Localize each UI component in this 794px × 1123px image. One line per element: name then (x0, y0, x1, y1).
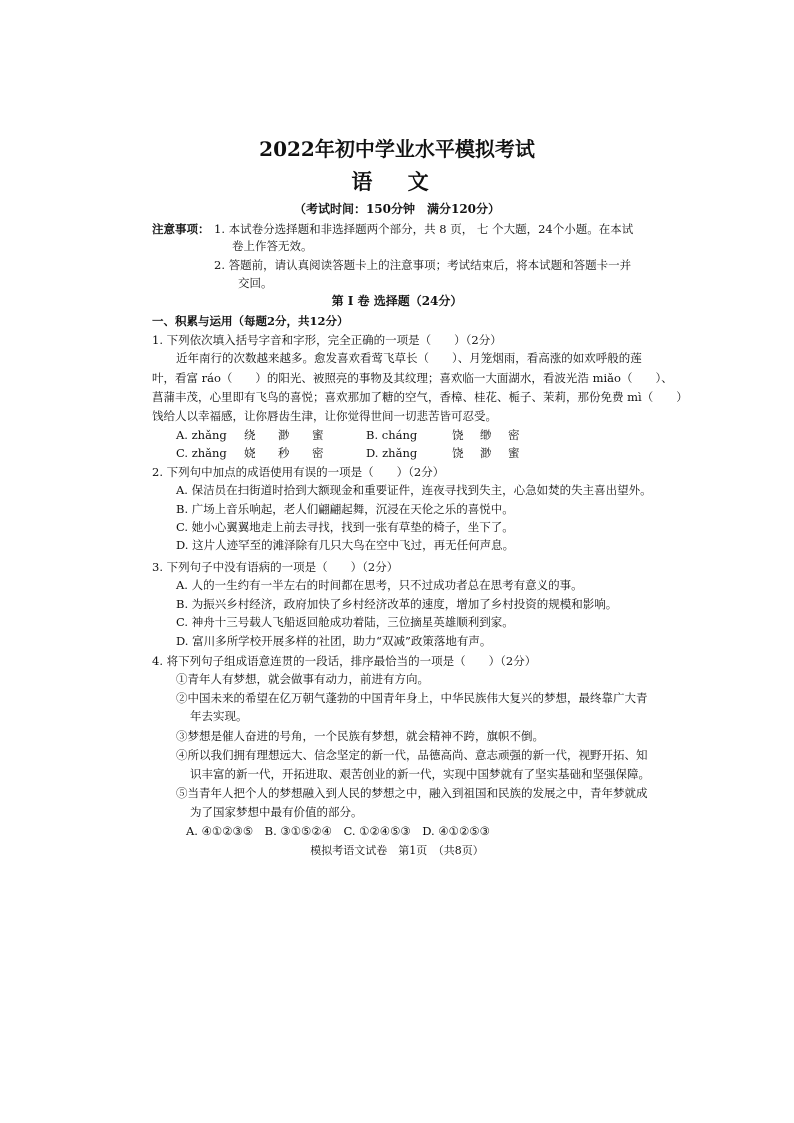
q2-option-d: D. 这片人迹罕至的滩泽除有几只大鸟在空中飞过，再无任何声息。 (176, 538, 515, 552)
option-char: 缈 (480, 428, 492, 442)
q3-option-c: C. 神舟十三号载人飞船返回舱成功着陆，三位摘星英雄顺利到家。 (176, 615, 514, 629)
notice-item-2-cont: 交回。 (238, 276, 273, 290)
page-footer: 模拟考语文试卷 第1页 （共8页） (310, 844, 484, 857)
option-char: 渺 (278, 428, 290, 442)
q4-sentence-cont: 识丰富的新一代，开拓进取、艰苦创业的新一代，实现中国梦就有了坚实基础和坚强保障。 (190, 767, 650, 781)
option-char: 饶 (452, 446, 464, 460)
part1-title: 一、积累与运用（每题2分，共12分） (152, 314, 349, 328)
option-letter: D. zhǎng (366, 446, 418, 460)
q1-passage-line: 饯给人以幸福感，让你唇齿生津，让你觉得世间一切悲苦皆可忍受。 (152, 409, 497, 423)
option-char: 娆 (244, 446, 256, 460)
option-char: 秒 (278, 446, 290, 460)
q1-option-b (366, 428, 536, 443)
q1-passage-line: 叶，看富 ráo（ ）的阳光、被照亮的事物及其纹理；喜欢临一大面湖水，看波光浩 miǎo（ ）、 (152, 371, 673, 385)
q4-sentence: ⑤当青年人把个人的梦想融入到人民的梦想之中，融入到祖国和民族的发展之中，青年梦就成 (176, 786, 648, 800)
q4-sentence: ②中国未来的希望在亿万朝气蓬勃的中国青年身上，中华民族伟大复兴的梦想，最终靠广大青 (176, 691, 648, 705)
q3-option-d: D. 富川多所学校开展多样的社团，助力“双减”政策落地有声。 (176, 634, 492, 648)
q4-stem: 4. 将下列句子组成语意连贯的一段话，排序最恰当的一项是（ ）（2分） (152, 654, 537, 668)
q1-option-c (176, 446, 352, 461)
q2-option-c: C. 她小心翼翼地走上前去寻找，找到一张有草垫的椅子，坐下了。 (176, 520, 514, 534)
q1-option-d (366, 446, 536, 461)
exam-time-info: （考试时间：150分钟 满分120分） (293, 202, 501, 216)
q2-option-b: B. 广场上音乐响起，老人们翩翩起舞，沉浸在天伦之乐的喜悦中。 (176, 502, 514, 516)
subject-title: 语 文 (351, 169, 443, 194)
q1-passage-line: 菖蒲丰茂，心里即有飞鸟的喜悦；喜欢那加了糖的空气，香樟、桂花、栀子、茉莉，那份免费 mì（ ） (152, 390, 688, 404)
q4-sentence: ④所以我们拥有理想远大、信念坚定的新一代，品德高尚、意志顽强的新一代，视野开拓、知 (176, 748, 648, 762)
option-letter: B. cháng (366, 428, 418, 442)
q1-option-a (176, 428, 352, 443)
notice-item-1-cont: 卷上作答无效。 (232, 239, 313, 253)
option-char: 蜜 (508, 446, 520, 460)
q4-options: A. ④①②③⑤ B. ③①⑤②④ C. ①②④⑤③ D. ④①②⑤③ (186, 824, 490, 838)
option-letter: A. zhǎng (176, 428, 227, 442)
option-letter: C. zhǎng (176, 446, 227, 460)
option-char: 渺 (480, 446, 492, 460)
option-char: 饶 (452, 428, 464, 442)
q2-option-a: A. 保洁员在扫街道时拾到大额现金和重要证件，连夜寻找到失主，心急如焚的失主喜出望外。 (176, 483, 652, 497)
option-char: 蜜 (312, 428, 324, 442)
exam-title: 2022年初中学业水平模拟考试 (259, 137, 535, 161)
q1-stem: 1. 下列依次填入括号字音和字形，完全正确的一项是（ ）（2分） (152, 333, 502, 347)
q2-stem: 2. 下列句中加点的成语使用有误的一项是（ ）（2分） (152, 465, 445, 479)
q4-sentence-cont: 年去实现。 (190, 709, 248, 723)
notice-item-1: 1. 本试卷分选择题和非选择题两个部分，共 8 页， 七 个大题，24个小题。在本试 (214, 222, 634, 236)
notice-item-2: 2. 答题前，请认真阅读答题卡上的注意事项；考试结束后，将本试题和答题卡一并 (214, 258, 632, 272)
q4-sentence: ③梦想是催人奋进的号角，一个民族有梦想，就会精神不跨，旗帜不倒。 (176, 729, 544, 743)
notice-label: 注意事项： (152, 222, 210, 236)
q1-passage-line: 近年南行的次数越来越多。愈发喜欢看莺飞草长（ ）、月笼烟雨，看高涨的如欢呼般的莲 (176, 351, 642, 365)
section-title: 第 I 卷 选择题（24分） (331, 294, 463, 308)
q3-option-b: B. 为振兴乡村经济，政府加快了乡村经济改革的速度，增加了乡村投资的规模和影响。 (176, 597, 618, 611)
q3-option-a: A. 人的一生约有一半左右的时间都在思考，只不过成功者总在思考有意义的事。 (176, 578, 583, 592)
q4-sentence: ①青年人有梦想，就会做事有动力，前进有方向。 (176, 672, 429, 686)
option-char: 绕 (244, 428, 256, 442)
q3-stem: 3. 下列句子中没有语病的一项是（ ）（2分） (152, 560, 399, 574)
option-char: 密 (508, 428, 520, 442)
option-char: 密 (312, 446, 324, 460)
q4-sentence-cont: 为了国家梦想中最有价值的部分。 (190, 805, 363, 819)
